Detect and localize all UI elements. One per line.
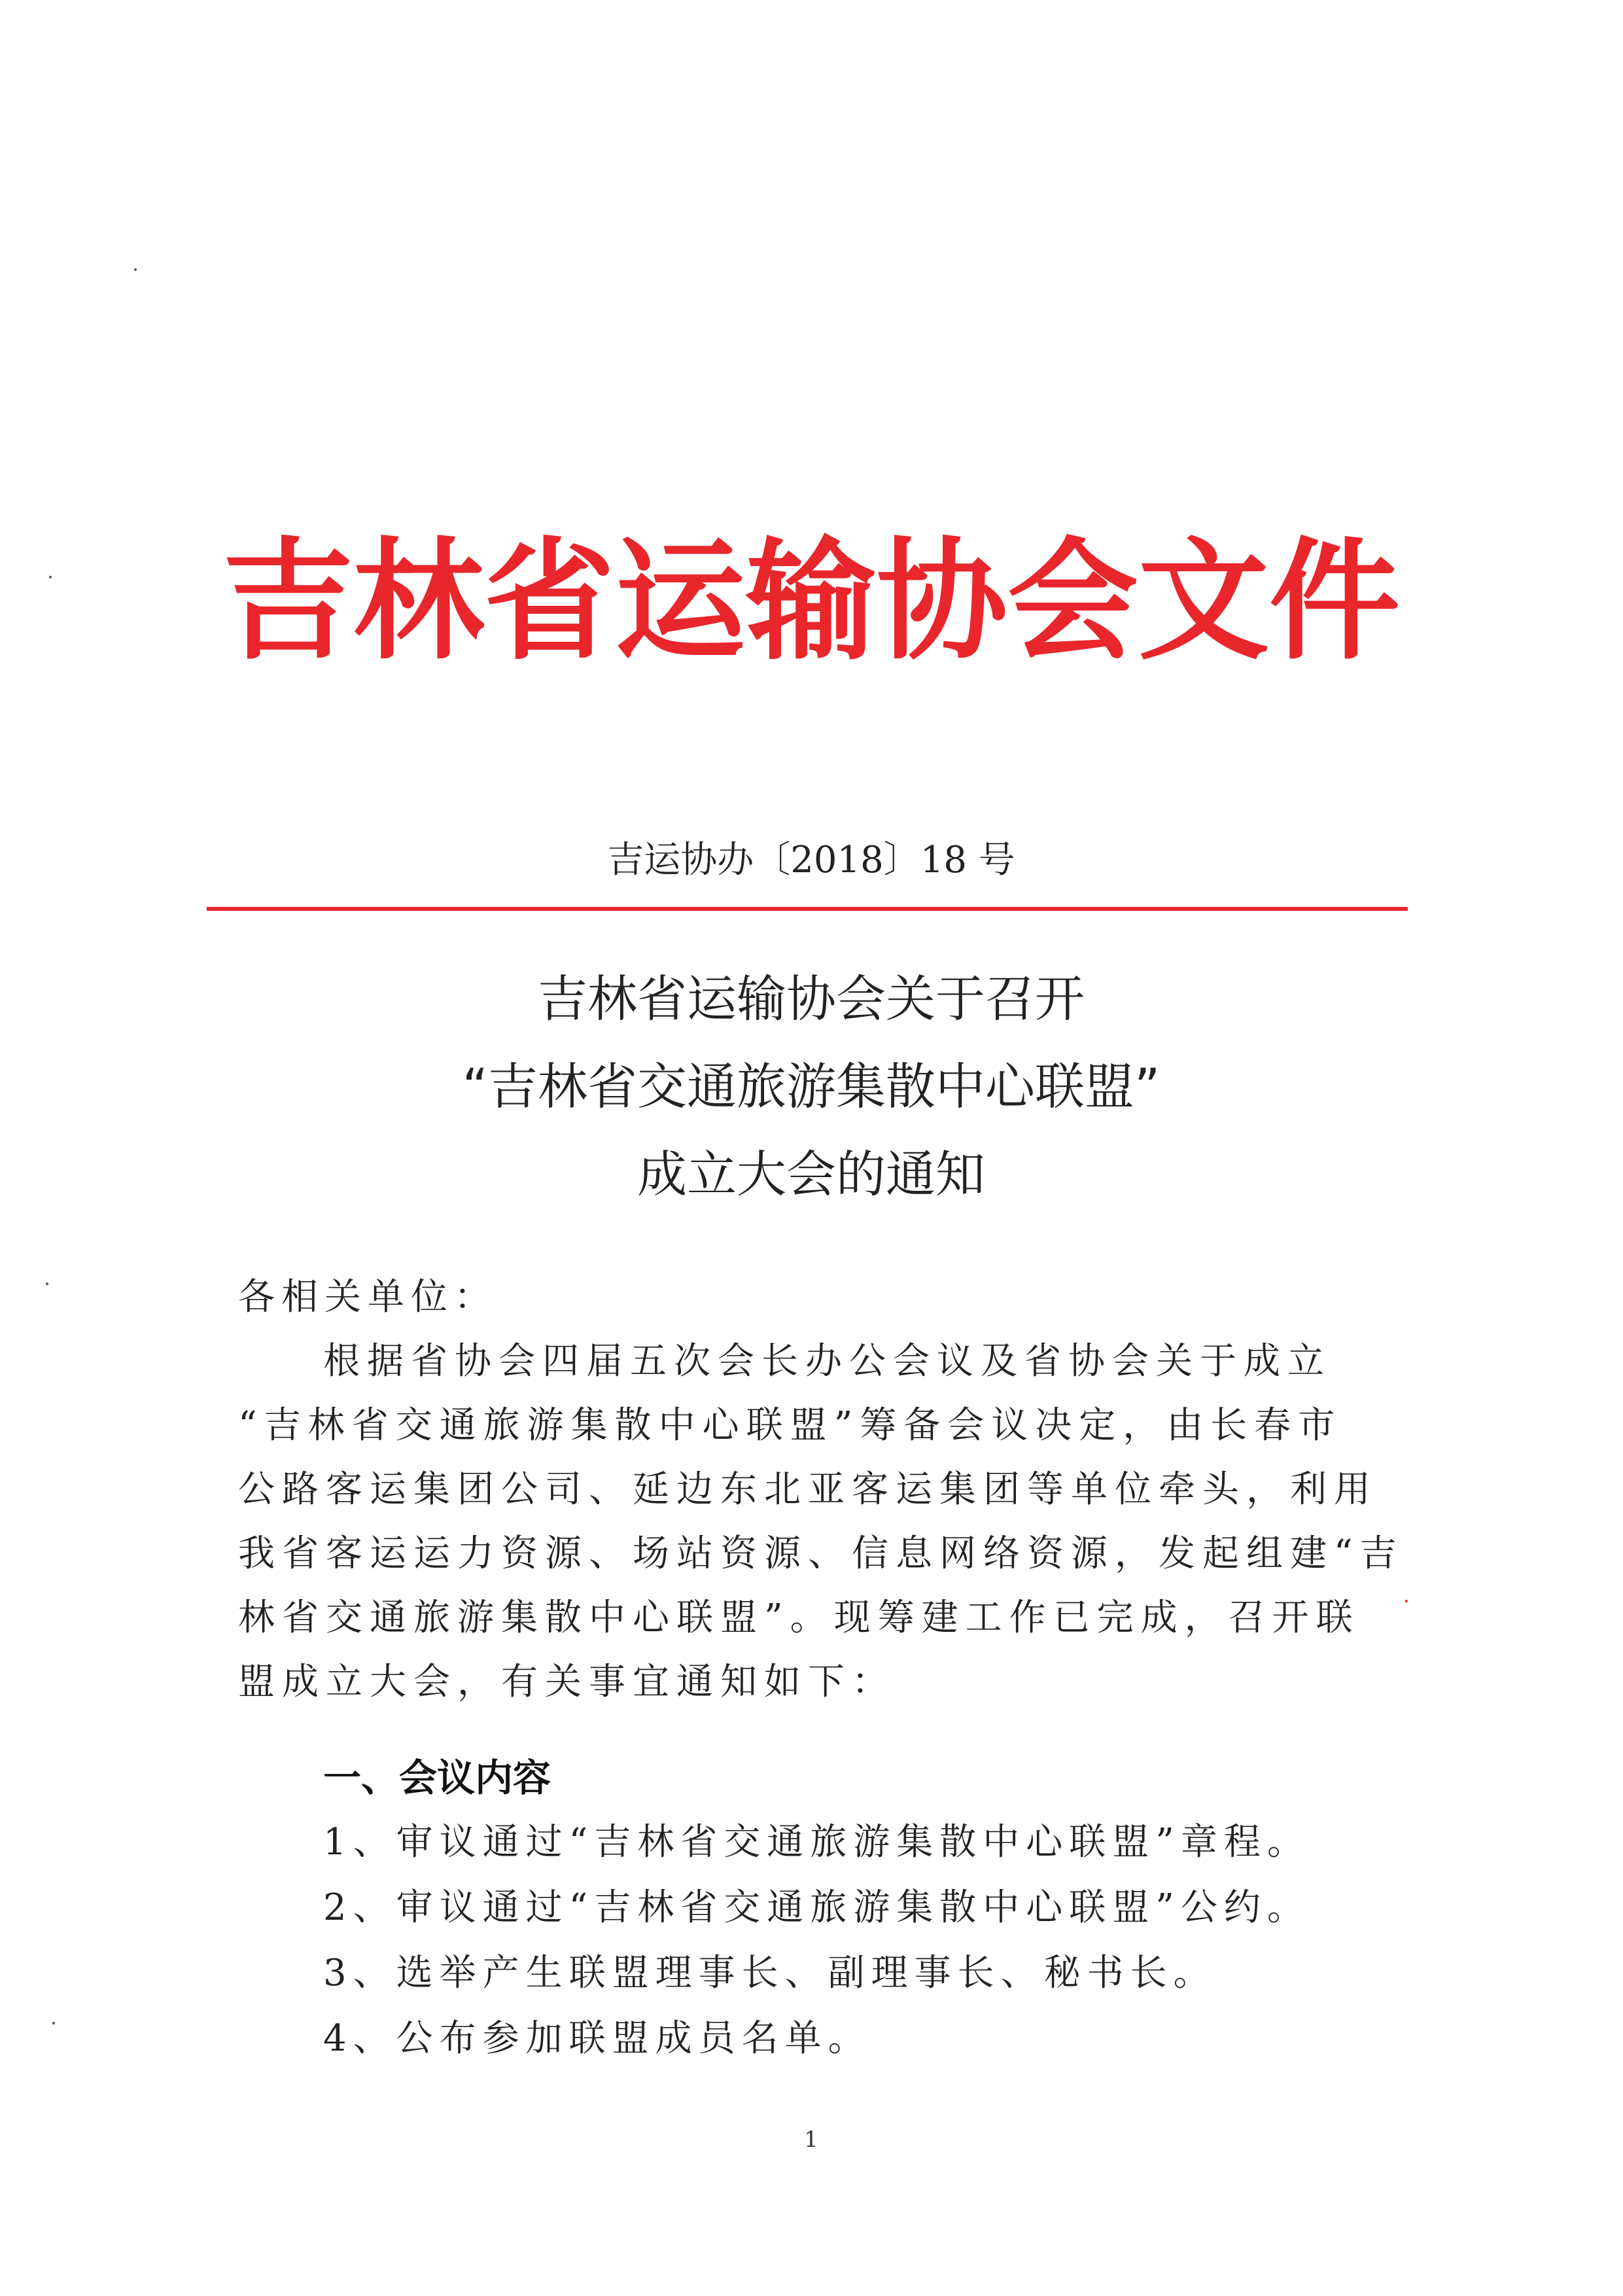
agenda-item: 2、审议通过“吉林省交通旅游集散中心联盟”公约。 <box>323 1886 1310 1929</box>
document-number: 吉运协办〔2018〕18 号 <box>607 839 1015 881</box>
title-line: 成立大会的通知 <box>637 1145 985 1203</box>
paragraph-line: “吉林省交通旅游集散中心联盟”筹备会议决定，由长春市 <box>238 1404 1342 1447</box>
notice-title <box>196 955 1426 1218</box>
scan-speck <box>52 2022 55 2024</box>
agenda-item: 1、审议通过“吉林省交通旅游集散中心联盟”章程。 <box>323 1821 1310 1863</box>
paragraph-line: 公路客运集团公司、延边东北亚客运集团等单位牵头，利用 <box>238 1468 1378 1511</box>
agenda-item: 4、公布参加联盟成员名单。 <box>323 2017 871 2060</box>
salutation: 各相关单位： <box>238 1276 497 1318</box>
agenda-item: 3、选举产生联盟理事长、副理事长、秘书长。 <box>323 1952 1217 1994</box>
masthead-title: 吉林省运输协会文件 <box>222 525 1400 678</box>
page-number: 1 <box>804 2127 818 2153</box>
agenda-list <box>323 1810 1310 2072</box>
scan-speck <box>1405 1600 1408 1602</box>
title-line: 吉林省运输协会关于召开 <box>538 970 1085 1028</box>
paragraph-line: 根据省协会四届五次会长办公会议及省协会关于成立 <box>323 1340 1331 1383</box>
red-divider <box>207 907 1408 911</box>
paragraph-line: 盟成立大会，有关事宜通知如下： <box>238 1661 896 1703</box>
title-line: “吉林省交通旅游集散中心联盟” <box>462 1057 1161 1116</box>
scan-speck <box>46 1282 48 1285</box>
section-heading: 一、会议内容 <box>323 1756 551 1800</box>
scan-speck <box>134 268 137 271</box>
paragraph-line: 我省客运运力资源、场站资源、信息网络资源，发起组建“吉 <box>238 1532 1404 1575</box>
body-paragraph <box>238 1330 1404 1714</box>
scan-speck <box>49 576 52 578</box>
paragraph-line: 林省交通旅游集散中心联盟”。现筹建工作已完成，召开联 <box>238 1597 1360 1639</box>
